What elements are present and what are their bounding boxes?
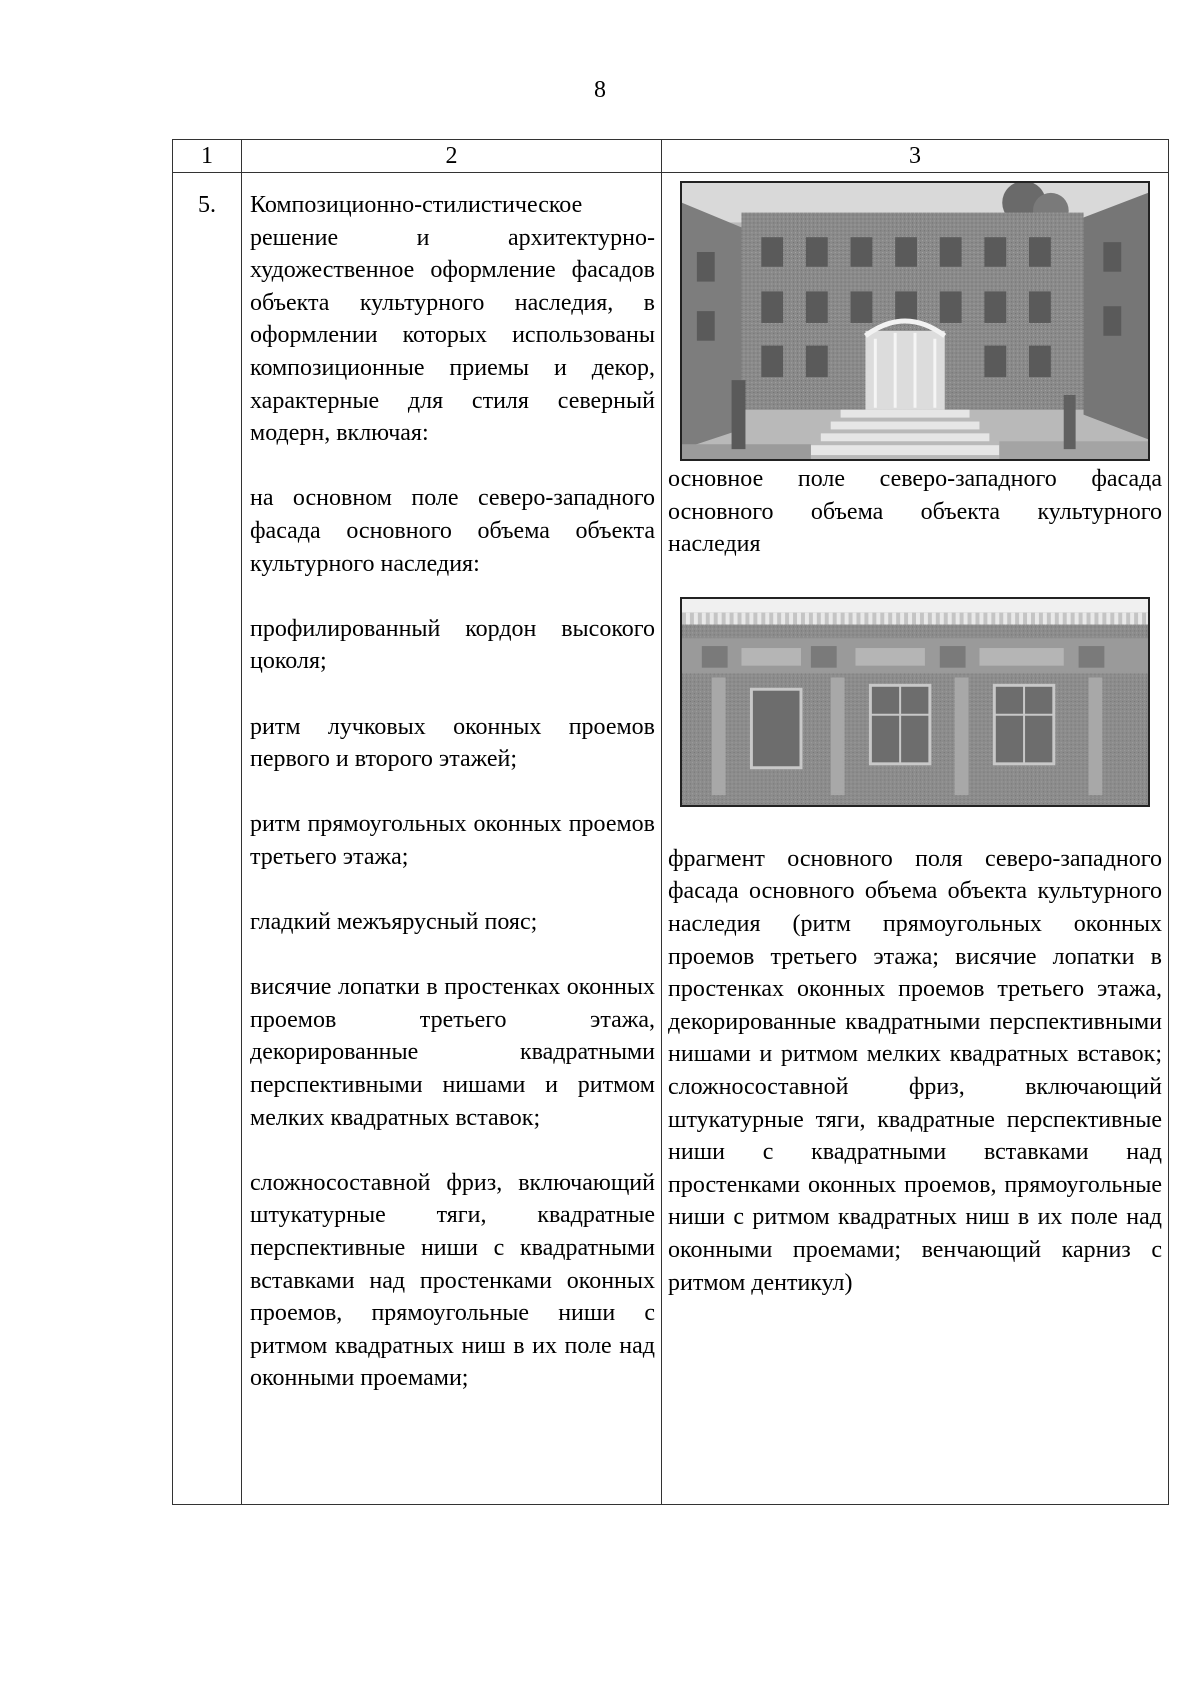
row-number: 5.	[173, 173, 242, 1505]
header-col-1: 1	[173, 140, 242, 173]
facade-fragment-photo	[680, 597, 1150, 807]
header-row	[173, 140, 1169, 173]
description-item: ритм прямоугольных оконных проемов третьего этажа;	[250, 811, 655, 870]
photo-cell	[662, 173, 1169, 1505]
heritage-table	[172, 139, 1169, 1505]
description-subheading: на основном поле северо-западного фасада основного объема объекта культурного наследия:	[250, 485, 655, 577]
description-intro: Композиционно-стилистическое решение и архитектурно-художественное оформление фасадов объекта культурного наследия, в оформлении которых использованы композиционные приемы и декор, характерные для стиля северный модерн, включая:	[250, 192, 655, 447]
header-col-3: 3	[662, 140, 1169, 173]
description-item: висячие лопатки в простенках оконных проемов третьего этажа, декорированные квадратными перспективными нишами и ритмом мелких квадратных вставок;	[250, 974, 655, 1131]
table-row	[173, 173, 1169, 1505]
description-item: ритм лучковых оконных проемов первого и второго этажей;	[250, 713, 655, 773]
description-item: гладкий межъярусный пояс;	[250, 909, 538, 936]
photo-caption-1: основное поле северо-западного фасада основного объема объекта культурного наследия	[668, 466, 1162, 558]
header-col-2: 2	[242, 140, 662, 173]
description-item: профилированный кордон высокого цоколя;	[250, 615, 655, 675]
photo-caption-2: фрагмент основного поля северо-западного фасада основного объема объекта культурного наследия (ритм прямоугольных оконных проемов третьего этажа; висячие лопатки в простенках оконных проемов третьего этажа, декорированные квадратными перспективными нишами и ритмом мелких квадратных вставок; сложносоставной фриз, включающий штукатурные тяги, квадратные перспективные ниши с квадратными вставками над простенками оконных проемов, прямоугольные ниши с ритмом квадратных ниш в их поле над оконными проемами; венчающий карниз с ритмом дентикул)	[668, 845, 1162, 1296]
description-item: сложносоставной фриз, включающий штукатурные тяги, квадратные перспективные ниши с квадратными вставками над простенками оконных проемов, прямоугольные ниши с ритмом квадратных ниш в их поле над оконными проемами;	[250, 1169, 655, 1392]
building-facade-photo	[680, 181, 1150, 461]
description-cell	[242, 173, 662, 1505]
page-number: 8	[594, 77, 606, 103]
